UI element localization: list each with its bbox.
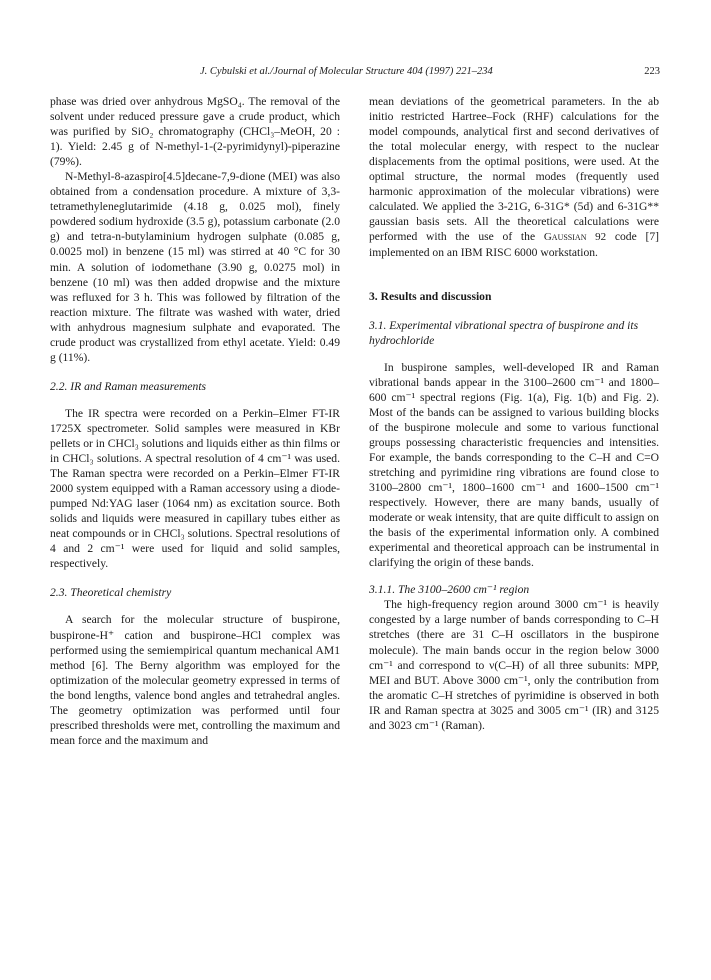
paragraph: The IR spectra were recorded on a Perkin–Elmer FT-IR 1725X spectrometer. Solid samples were measured in KBr pellets or in CHCl₃ solutions and liquids either as thin films or in CHCl₃ solutions. A spectral resolution of 4 cm⁻¹ was used. The Raman spectra were recorded on a Perkin–Elmer FT-IR 2000 system equipped with a Raman accessory using a diode-pumped Nd:YAG laser (1064 nm) as excitation source. Both solids and liquids were measured in capillary tubes either as neat compounds or in CHCl₃ solutions. Spectral resolutions of 4 and 2 cm⁻¹ were used for liquid and solid samples, respectively.: [50, 406, 340, 571]
left-column: [50, 94, 340, 748]
page-number: 223: [644, 66, 660, 77]
paragraph: A search for the molecular structure of buspirone, buspirone-H⁺ cation and buspirone–HCl complex was performed using the semiempirical quantum mechanical AM1 method [6]. The Berny algorithm was employed for the optimization of the molecular geometry expressed in terms of the bond lengths, valence bond angles and tetrahedral angles. The geometry optimization was performed until four prescribed thresholds were met, controlling the maximum and mean force and the maximum and: [50, 613, 340, 747]
paragraph: The high-frequency region around 3000 cm⁻¹ is heavily congested by a large number of bands corresponding to C–H stretches (there are 31 C–H oscillators in the buspirone molecule). The main bands occur in the region below 3000 cm⁻¹ and correspond to ν(C–H) of all three subunits: MPP, MEI and BUT. Above 3000 cm⁻¹, only the contribution from the aromatic C–H stretches of pyrimidine is observed in both IR and Raman spectra at 3025 and 3005 cm⁻¹ (IR) and 3125 and 3023 cm⁻¹ (Raman).: [369, 598, 659, 732]
section-heading: 3. Results and discussion: [369, 289, 492, 303]
paragraph: phase was dried over anhydrous MgSO₄. The removal of the solvent under reduced pressure gave a crude product, which was purified by SiO₂ chromatography (CHCl₃–MeOH, 20 : 1). Yield: 2.45 g of N-methyl-1-(2-pyrimidynyl)-piperazine (79%).: [50, 95, 340, 169]
paragraph: [369, 94, 659, 261]
right-column: [369, 94, 659, 733]
paragraph-text: code [7] implemented on an IBM RISC 6000 workstation.: [369, 230, 660, 260]
paragraph: N-Methyl-8-azaspiro[4.5]decane-7,9-dione (MEI) was also obtained from a condensation procedure. A mixture of 3,3-tetramethyleneglutarimide (4.18 g, 0.025 mol), finely powdered sodium hydroxide (3.5 g), potassium carbonate (2.0 g) and tetra-n-butylaminium hydrogen sulphate (0.085 g, 0.0025 mol) in benzene (15 ml) was stirred at 40 °C for 30 min. A solution of iodomethane (3.90 g, 0.0275 mol) in benzene (10 ml) was then added dropwise and the mixture was refluxed for 3 h. This was followed by filtration of the reaction mixture. The filtrate was washed with water, dried with anhydrous magnesium sulphate and evaporated. The crude product was crystallized from ethyl acetate. Yield: 0.49 g (11%).: [50, 170, 340, 364]
running-title: J. Cybulski et al./Journal of Molecular Structure 404 (1997) 221–234: [200, 66, 493, 77]
section-heading: 2.2. IR and Raman measurements: [50, 379, 207, 393]
paragraph: In buspirone samples, well-developed IR and Raman vibrational bands appear in the 3100–2600 cm⁻¹ and 1800–600 cm⁻¹ spectral regions (Fig. 1(a), Fig. 1(b) and Fig. 2). Most of the bands can be assigned to various building blocks of the buspirone molecule and some to various functional groups possessing characteristic frequencies and intensities. For example, the bands corresponding to the C–H and C=O stretching and pyrimidine ring vibrations are found close to 3100–2800 cm⁻¹, 1800–1600 cm⁻¹ and 1600–1500 cm⁻¹ respectively. However, there are many bands, usually of moderate or weak intensity, that are quite difficult to assign on the basis of the experimental information only. A combined experimental and theoretical approach can be instrumental in clarifying the origin of these bands.: [369, 360, 659, 570]
section-heading: 2.3. Theoretical chemistry: [50, 586, 172, 600]
paragraph-text: mean deviations of the geometrical parameters. In the ab initio restricted Hartree–Fock (RHF) calculations for the model compounds, analytical first and second derivatives of the total molecular energy, with respect to the nuclear displacements from the optimal positions, were used. At the optimal structure, the normal modes (frequently used harmonic approximation of the molecular vibrations) were calculated. We applied the 3-21G, 6-31G* (5d) and 6-31G** gaussian basis sets. All the theoretical calculations were performed with the use of the: [369, 95, 659, 244]
subsection-heading: 3.1. Experimental vibrational spectra of buspirone and its hydrochloride: [369, 318, 639, 347]
program-name: Gaussian 92: [543, 231, 607, 244]
subsubsection-heading: 3.1.1. The 3100–2600 cm⁻¹ region: [369, 583, 530, 597]
page-header: [50, 66, 660, 82]
